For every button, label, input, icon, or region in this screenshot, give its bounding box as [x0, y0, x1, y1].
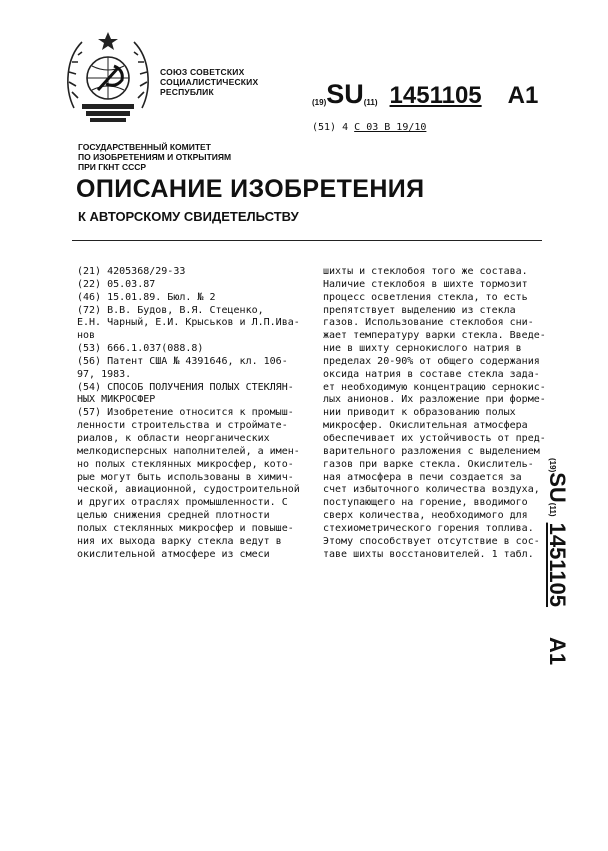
text-line: варительного разложения с выделением [323, 445, 540, 457]
text-line: процесс осветления стекла, то есть [323, 291, 528, 303]
code-11: (11) [363, 98, 378, 107]
patent-kind: A1 [507, 82, 539, 109]
text-line: Наличие стеклобоя в шихте тормозит [323, 278, 528, 290]
text-line: микросфер. Окислительная атмосфера [323, 420, 528, 432]
ipc-code: (51) 4 [312, 122, 349, 133]
text-line: препятствует выделению из стекла [323, 304, 516, 316]
text-line: ленности строительства и стройматe- [77, 420, 288, 432]
left-text-column [77, 266, 300, 561]
text-line: жает температуру варки стекла. Введе- [323, 330, 546, 342]
text-line: ет необходимую концентрацию сернокис- [323, 381, 546, 393]
country-name-line: СОЮЗ СОВЕТСКИХ [160, 67, 245, 77]
text-line: ние в шихту сернокислого натрия в [323, 343, 522, 355]
committee-line: ПО ИЗОБРЕТЕНИЯМ И ОТКРЫТИЯМ [78, 152, 232, 162]
text-line: оксида натрия в составе стекла зада- [323, 368, 540, 380]
text-line: сверх количества, необходимого для [323, 510, 528, 522]
text-line: шихты и стеклобоя того же состава. [323, 266, 528, 277]
document-title: ОПИСАНИЕ ИЗОБРЕТЕНИЯ [76, 175, 425, 203]
text-line: пределах 20-90% от общего содержания [323, 355, 540, 367]
text-line: ния их выхода варку стекла ведут в [77, 535, 282, 547]
country-name-line: РЕСПУБЛИК [160, 87, 214, 97]
committee-line: ГОСУДАРСТВЕННЫЙ КОМИТЕТ [78, 142, 211, 152]
text-line: газов. Использование стеклобоя сни- [323, 317, 534, 329]
committee-name [78, 142, 231, 172]
text-line: риалов, к области неорганических [77, 432, 270, 444]
ipc-classification [312, 122, 426, 133]
ussr-emblem [60, 28, 156, 124]
text-line: мелкодисперсных наполнителей, а имен- [77, 445, 300, 457]
text-line: поступающего на горение, вводимого [323, 497, 528, 509]
text-line: ческой, авиационной, судостроительной [77, 484, 300, 496]
text-line: счет избыточного количества воздуха, [323, 484, 540, 496]
text-line: (57) Изобретение относится к промыш- [77, 407, 294, 419]
patent-number: 1451105 [389, 82, 482, 109]
text-line: 97, 1983. [77, 368, 132, 380]
text-line: (21) 4205368/29-33 [77, 266, 186, 277]
country-name-line: СОЦИАЛИСТИЧЕСКИХ [160, 77, 259, 87]
side-patent-label [545, 458, 592, 708]
text-line: Е.Н. Чарный, Е.И. Крыськов и Л.П.Ива- [77, 317, 300, 329]
side-patent-number: 1451105 [545, 522, 570, 608]
right-text-column [323, 266, 546, 561]
text-line: НЫХ МИКРОСФЕР [77, 394, 156, 406]
text-line: (54) СПОСОБ ПОЛУЧЕНИЯ ПОЛЫХ СТЕКЛЯН- [77, 381, 294, 393]
document-subtitle: К АВТОРСКОМУ СВИДЕТЕЛЬСТВУ [78, 209, 299, 224]
side-code-19: (19) [548, 458, 557, 473]
text-line: рые могут быть использованы в химич- [77, 471, 294, 483]
text-line: (46) 15.01.89. Бюл. № 2 [77, 291, 216, 303]
text-line: (53) 666.1.037(088.8) [77, 343, 204, 355]
header-divider [72, 240, 542, 241]
text-line: нии приводит к образованию полых [323, 407, 516, 419]
text-line: окислительной атмосфере из смеси [77, 548, 270, 560]
text-line: (72) В.В. Будов, В.Я. Стеценко, [77, 304, 264, 316]
text-line: Этому способствует отсутствие в сос- [323, 535, 540, 547]
text-line: но полых стеклянных микросфер, кото- [77, 458, 294, 470]
text-line: полых стеклянных микросфер и повыше- [77, 522, 294, 534]
code-19: (19) [312, 98, 327, 107]
text-line: газов при варке стекла. Окислитель- [323, 458, 534, 470]
text-line: лых анионов. Их разложение при форме- [323, 394, 546, 406]
text-line: (56) Патент США № 4391646, кл. 106- [77, 355, 288, 367]
text-line: таве шихты восстановителей. 1 табл. [323, 548, 534, 560]
country-code: SU [326, 79, 364, 109]
text-line: нов [77, 330, 96, 342]
ipc-value: С 03 В 19/10 [354, 122, 427, 133]
text-line: стехиометрического горения топлива. [323, 522, 534, 534]
committee-line: ПРИ ГКНТ СССР [78, 162, 147, 172]
text-line: ная атмосфера в печи создается за [323, 471, 522, 483]
side-patent-kind: A1 [545, 637, 570, 666]
side-country-code: SU [545, 472, 570, 503]
patent-identifier [312, 79, 538, 110]
text-line: (22) 05.03.87 [77, 278, 156, 290]
side-code-11: (11) [548, 502, 557, 517]
country-name [160, 67, 258, 97]
text-line: обеспечивает их устойчивость от пред- [323, 432, 546, 444]
text-line: целью снижения средней плотности [77, 510, 270, 522]
text-line: и других отраслях промышленности. С [77, 497, 288, 509]
